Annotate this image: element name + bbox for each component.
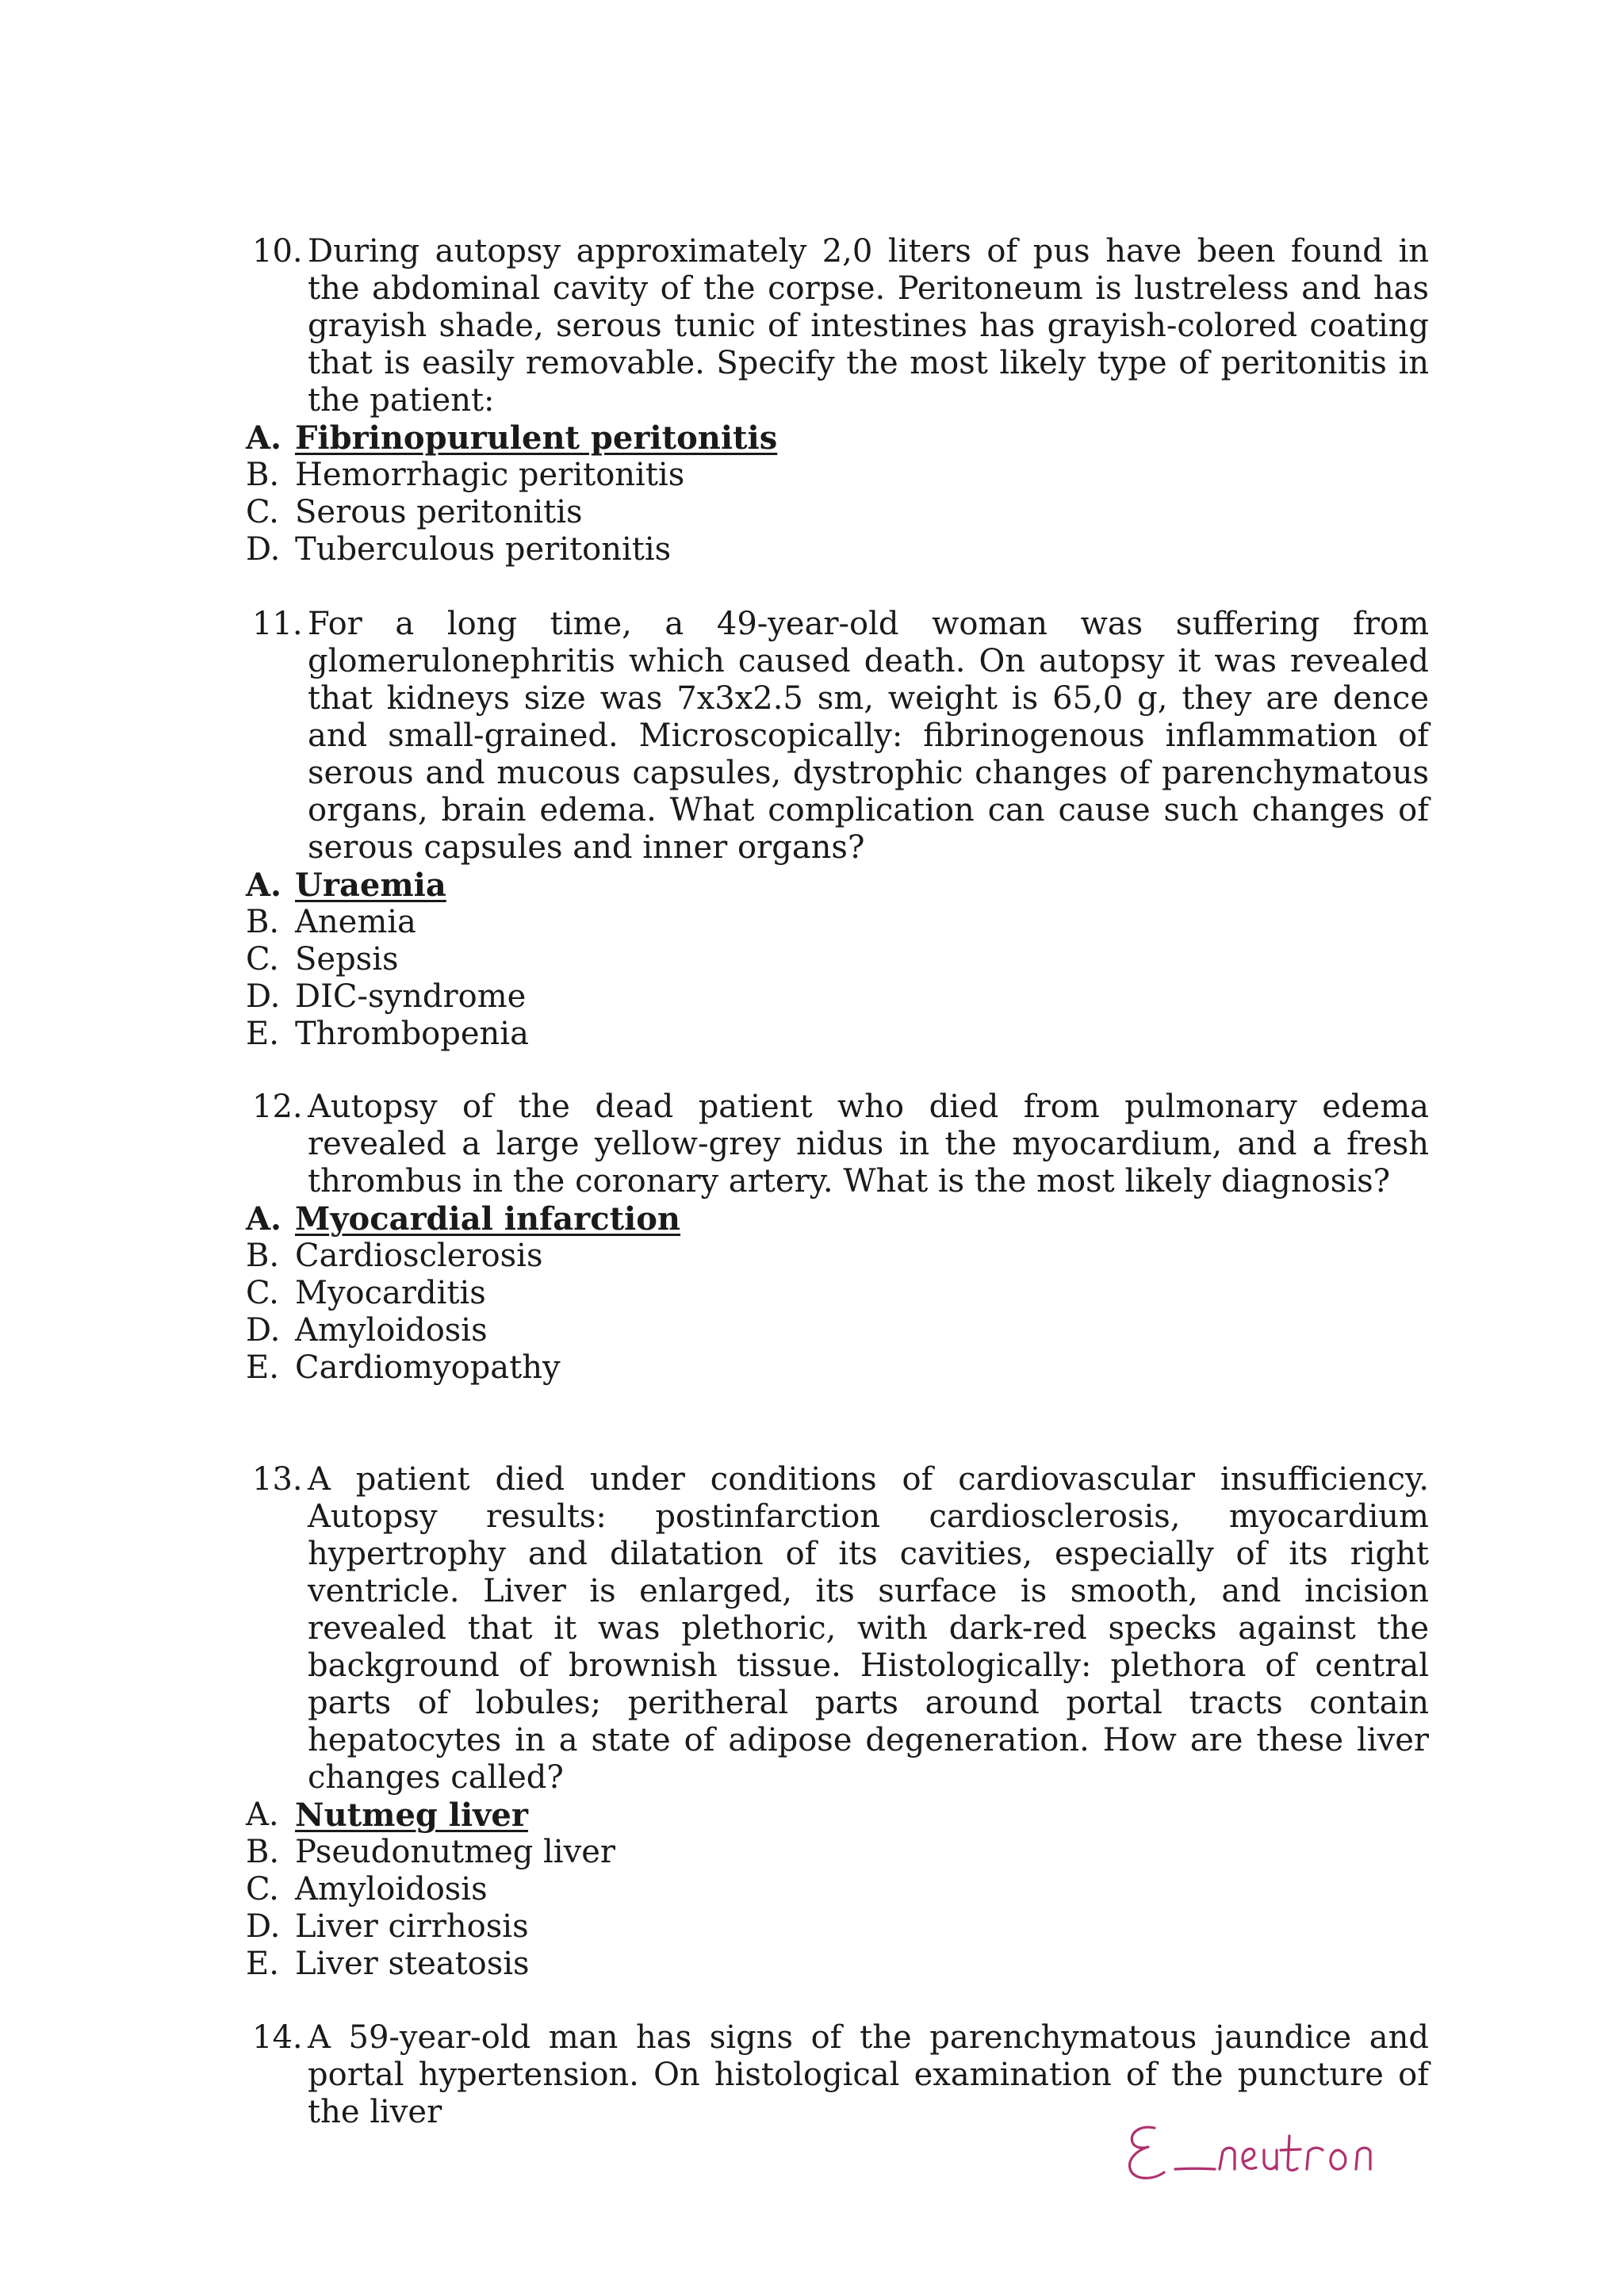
option-letter: B. <box>246 1834 280 1870</box>
question-stem <box>246 606 1429 867</box>
option-text: Uraemia <box>295 867 446 904</box>
question-stem <box>246 1089 1429 1200</box>
answer-option <box>246 494 1429 531</box>
question-number: 10. <box>252 233 303 270</box>
answer-option-correct <box>246 1200 1429 1238</box>
answer-option <box>246 1016 1429 1053</box>
option-text: Liver cirrhosis <box>295 1908 529 1945</box>
answer-option <box>246 1275 1429 1312</box>
answer-option <box>246 904 1429 941</box>
option-text: Sepsis <box>295 941 399 978</box>
option-text: Tuberculous peritonitis <box>295 531 672 568</box>
question-text: For a long time, a 49-year-old woman was suffering from glomerulonephritis which caused death. On autopsy it was revealed that kidneys size was 7x3x2.5 sm, weight is 65,0 g, they are dence and small-grained. Microscopically: fibrinogenous inflammation of serous and mucous capsules, dystrophic changes of parenchymatous organs, brain edema. What complication can cause such changes of serous capsules and inner organs? <box>308 606 1429 866</box>
answer-options <box>246 1797 1429 1983</box>
option-letter: C. <box>246 1275 279 1311</box>
option-letter: A. <box>246 1797 279 1833</box>
option-letter: D. <box>246 1312 281 1349</box>
option-letter: D. <box>246 978 281 1015</box>
answer-option-correct <box>246 1797 1429 1834</box>
option-letter: C. <box>246 1871 279 1908</box>
option-text: Amyloidosis <box>295 1871 488 1908</box>
option-text: Thrombopenia <box>295 1016 529 1052</box>
option-letter: D. <box>246 531 281 568</box>
answer-option <box>246 1312 1429 1349</box>
answer-option-correct <box>246 419 1429 457</box>
question-10 <box>246 233 1429 568</box>
option-text: Pseudonutmeg liver <box>295 1834 615 1870</box>
answer-option-correct <box>246 867 1429 904</box>
option-text: Cardiosclerosis <box>295 1238 543 1274</box>
option-letter: D. <box>246 1908 281 1945</box>
option-letter: B. <box>246 904 280 940</box>
answer-option <box>246 1908 1429 1946</box>
option-text: Myocardial infarction <box>295 1200 681 1238</box>
question-text: During autopsy approximately 2,0 liters of pus have been found in the abdominal cavity of the corpse. Peritoneum is lustreless and has grayish shade, serous tunic of intestines has grayish-colored coating that is easily removable. Specify the most likely type of peritonitis in the patient: <box>308 233 1429 419</box>
answer-option <box>246 1349 1429 1387</box>
option-letter: B. <box>246 457 280 493</box>
option-text: Anemia <box>295 904 416 940</box>
question-13 <box>246 1461 1429 1983</box>
answer-option <box>246 978 1429 1016</box>
question-number: 11. <box>252 606 303 642</box>
question-11 <box>246 606 1429 1053</box>
option-letter: E. <box>246 1946 279 1982</box>
option-text: Nutmeg liver <box>295 1797 528 1834</box>
question-text: A patient died under conditions of cardiovascular insufficiency. Autopsy results: postinfarction cardiosclerosis, myocardium hypertrophy and dilatation of its cavities, especially of its right ventricle. Liver is enlarged, its surface is smooth, and incision revealed that it was plethoric, with dark-red specks against the background of brownish tissue. Histologically: plethora of central parts of lobules; peritheral parts around portal tracts contain hepatocytes in a state of adipose degeneration. How are these liver changes called? <box>308 1461 1429 1796</box>
answer-options <box>246 1200 1429 1387</box>
option-letter: A. <box>246 419 282 457</box>
option-text: Myocarditis <box>295 1275 486 1311</box>
question-number: 14. <box>252 2019 303 2056</box>
answer-options <box>246 419 1429 568</box>
option-text: Hemorrhagic peritonitis <box>295 457 685 493</box>
option-text: DIC-syndrome <box>295 978 527 1015</box>
question-text: Autopsy of the dead patient who died from pulmonary edema revealed a large yellow-grey nidus in the myocardium, and a fresh thrombus in the coronary artery. What is the most likely diagnosis? <box>308 1089 1429 1200</box>
option-letter: C. <box>246 494 279 530</box>
option-text: Amyloidosis <box>295 1312 488 1349</box>
answer-option <box>246 457 1429 494</box>
signature-watermark <box>1120 2110 1437 2190</box>
option-letter: E. <box>246 1349 279 1386</box>
option-letter: B. <box>246 1238 280 1274</box>
question-number: 12. <box>252 1089 303 1125</box>
option-letter: A. <box>246 867 282 904</box>
option-text: Serous peritonitis <box>295 494 583 530</box>
option-letter: C. <box>246 941 279 978</box>
answer-option <box>246 1238 1429 1275</box>
option-text: Fibrinopurulent peritonitis <box>295 419 778 457</box>
answer-option <box>246 531 1429 568</box>
answer-option <box>246 941 1429 978</box>
option-letter: A. <box>246 1200 282 1238</box>
option-letter: E. <box>246 1016 279 1052</box>
question-number: 13. <box>252 1461 303 1498</box>
answer-option <box>246 1871 1429 1908</box>
question-text: A 59-year-old man has signs of the parenchymatous jaundice and portal hypertension. On histological examination of the puncture of the liver <box>308 2019 1429 2130</box>
question-stem <box>246 1461 1429 1797</box>
answer-option <box>246 1946 1429 1983</box>
question-stem <box>246 233 1429 419</box>
answer-options <box>246 867 1429 1053</box>
question-12 <box>246 1089 1429 1387</box>
option-text: Cardiomyopathy <box>295 1349 561 1386</box>
answer-option <box>246 1834 1429 1871</box>
option-text: Liver steatosis <box>295 1946 530 1982</box>
